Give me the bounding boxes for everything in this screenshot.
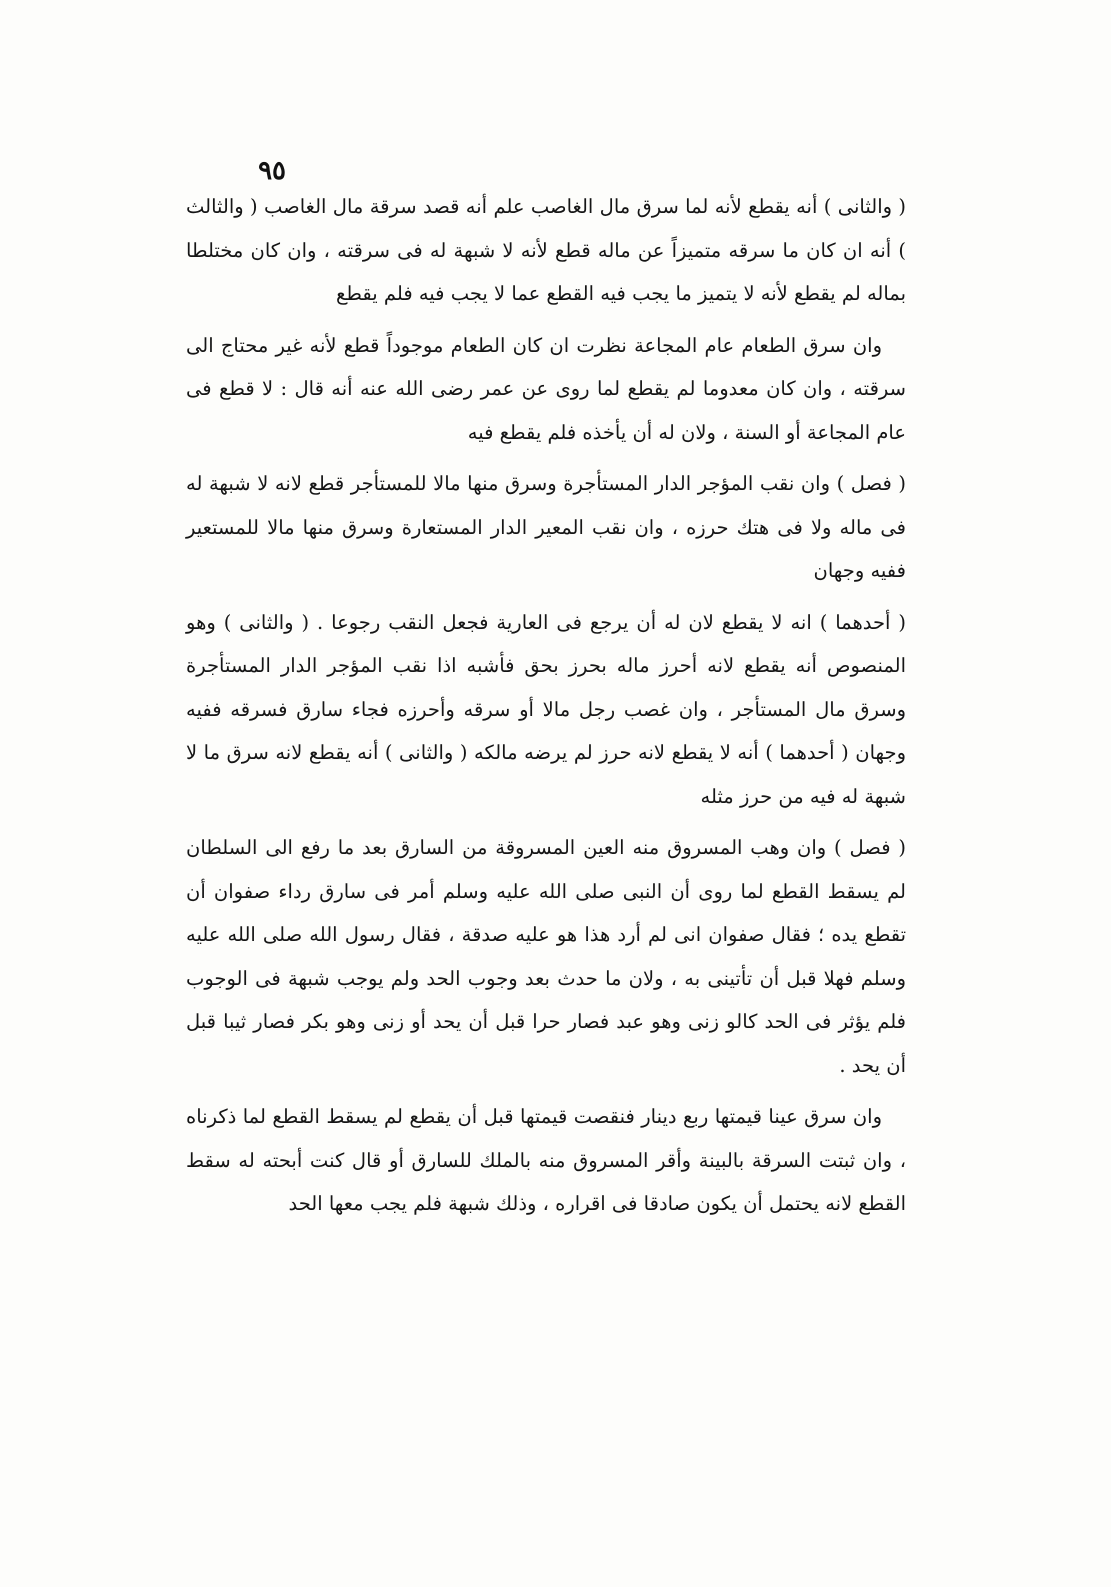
paragraph-4: ( أحدهما ) انه لا يقطع لان له أن يرجع فى العارية فجعل النقب رجوعا . ( والثانى ) وهو المنصوص أنه يقطع لانه أحرز ماله بحرز بحق فأشبه اذا نقب المؤجر الدار المستأجرة وسرق مال المستأجر ، وان غصب رجل مالا أو سرقه وأحرزه فجاء سارق فسرقه ففيه وجهان ( أحدهما ) أنه لا يقطع لانه حرز لم يرضه مالكه ( والثانى ) أنه يقطع لانه سرق ما لا شبهة له فيه من حرز مثله xyxy=(186,610,906,808)
page-number: ٩٥ xyxy=(258,156,286,186)
paragraph-6: وان سرق عينا قيمتها ربع دينار فنقصت قيمتها قبل أن يقطع لم يسقط القطع لما ذكرناه ، وان ثبتت السرقة بالبينة وأقر المسروق منه بالملك للسارق أو قال كنت أبحته له سقط القطع لانه يحتمل أن يكون صادقا فى اقراره ، وذلك شبهة فلم يجب معها الحد xyxy=(186,1105,906,1215)
paragraph-5: ( فصل ) وان وهب المسروق منه العين المسروقة من السارق بعد ما رفع الى السلطان لم يسقط القطع لما روى أن النبى صلى الله عليه وسلم أمر فى سارق رداء صفوان أن تقطع يده ؛ فقال صفوان انى لم أرد هذا هو عليه صدقة ، فقال رسول الله صلى الله عليه وسلم فهلا قبل أن تأتينى به ، ولان ما حدث بعد وجوب الحد ولم يوجب شبهة فى الوجوب فلم يؤثر فى الحد كالو زنى وهو عبد فصار حرا قبل أن يحد أو زنى وهو بكر فصار ثيبا قبل أن يحد . xyxy=(186,836,906,1077)
paragraph-2: وان سرق الطعام عام المجاعة نظرت ان كان الطعام موجوداً قطع لأنه غير محتاج الى سرقته ، وان كان معدوما لم يقطع لما روى عن عمر رضى الله عنه أنه قال : لا قطع فى عام المجاعة أو السنة ، ولان له أن يأخذه فلم يقطع فيه xyxy=(186,333,906,444)
paragraph-3: ( فصل ) وان نقب المؤجر الدار المستأجرة وسرق منها مالا للمستأجر قطع لانه لا شبهة له فى ماله ولا فى هتك حرزه ، وان نقب المعير الدار المستعارة وسرق منها مالا للمستعير ففيه وجهان xyxy=(186,472,906,582)
body-text xyxy=(186,185,906,1226)
paragraph-1: ( والثانى ) أنه يقطع لأنه لما سرق مال الغاصب علم أنه قصد سرقة مال الغاصب ( والثالث ) أنه ان كان ما سرقه متميزاً عن ماله قطع لأنه لا شبهة له فى سرقته ، وان كان مختلطا بماله لم يقطع لأنه لا يتميز ما يجب فيه القطع عما لا يجب فيه فلم يقطع xyxy=(186,195,906,305)
